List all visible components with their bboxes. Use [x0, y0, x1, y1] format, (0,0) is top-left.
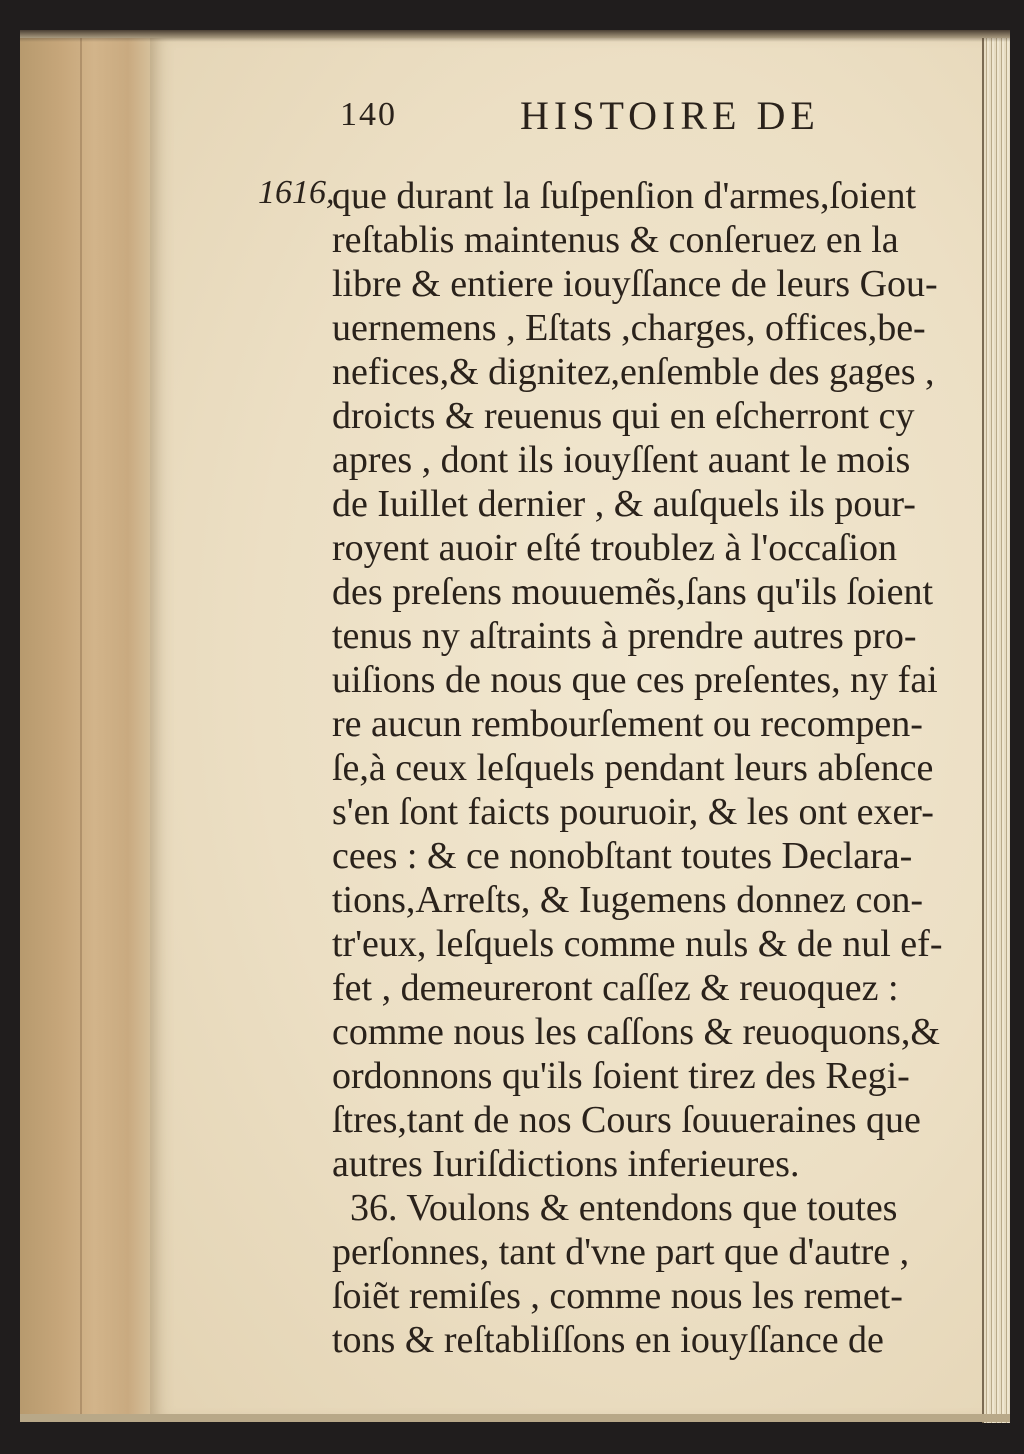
text-line: ſe,à ceux leſquels pendant leurs abſence [332, 747, 934, 789]
text-line: uernemens , Eſtats ,charges, offices,be- [332, 307, 926, 349]
running-title: HISTOIRE DE [520, 93, 820, 138]
margin-year: 1616, [258, 174, 335, 211]
text-line: reſtablis maintenus & conſeruez en la [332, 219, 899, 261]
text-line: tenus ny aſtraints à prendre autres pro- [332, 615, 917, 657]
text-line: autres Iuriſdictions inferieures. [332, 1143, 800, 1185]
text-line: perſonnes, tant d'vne part que d'autre , [332, 1231, 910, 1273]
text-line: des preſens mouuemẽs,ſans qu'ils ſoient [332, 571, 934, 613]
text-line: tions,Arreſts, & Iugemens donnez con- [332, 879, 923, 921]
text-line: libre & entiere iouyſſance de leurs Gou- [332, 263, 938, 305]
text-line: tr'eux, leſquels comme nuls & de nul ef- [332, 923, 943, 965]
text-line: de Iuillet dernier , & auſquels ils pour- [332, 483, 916, 525]
text-line: 36. Voulons & entendons que toutes [350, 1187, 898, 1229]
printed-page [150, 38, 982, 1418]
running-head [340, 92, 900, 142]
text-block [150, 38, 982, 1418]
text-line: comme nous les caſſons & reuoquons,& [332, 1011, 940, 1053]
text-line: ſtres,tant de nos Cours ſouueraines que [332, 1099, 921, 1141]
text-line: droicts & reuenus qui en eſcherront cy [332, 395, 915, 437]
text-line: royent auoir eſté troublez à l'occaſion [332, 527, 897, 569]
text-line: tons & reſtabliſſons en iouyſſance de [332, 1319, 884, 1361]
text-line: uiſions de nous que ces preſentes, ny fai [332, 659, 938, 701]
text-line: ordonnons qu'ils ſoient tirez des Regi- [332, 1055, 910, 1097]
text-line: que durant la ſuſpenſion d'armes,ſoient [332, 175, 917, 217]
book-gutter [20, 38, 155, 1420]
text-line: cees : & ce nonobſtant toutes Declara- [332, 835, 913, 877]
bottom-edge [20, 1414, 1010, 1422]
text-line: ſoiẽt remiſes , comme nous les remet- [332, 1275, 903, 1317]
text-line: re aucun rembourſement ou recompen- [332, 703, 923, 745]
page-number: 140 [340, 96, 397, 133]
text-line: s'en ſont faicts pouruoir, & les ont exer- [332, 791, 934, 833]
top-shadow [20, 30, 1010, 42]
text-line: apres , dont ils iouyſſent auant le mois [332, 439, 911, 481]
text-line: nefices,& dignitez,enſemble des gages , [332, 351, 935, 393]
text-line: fet , demeureront caſſez & reuoquez : [332, 967, 899, 1009]
